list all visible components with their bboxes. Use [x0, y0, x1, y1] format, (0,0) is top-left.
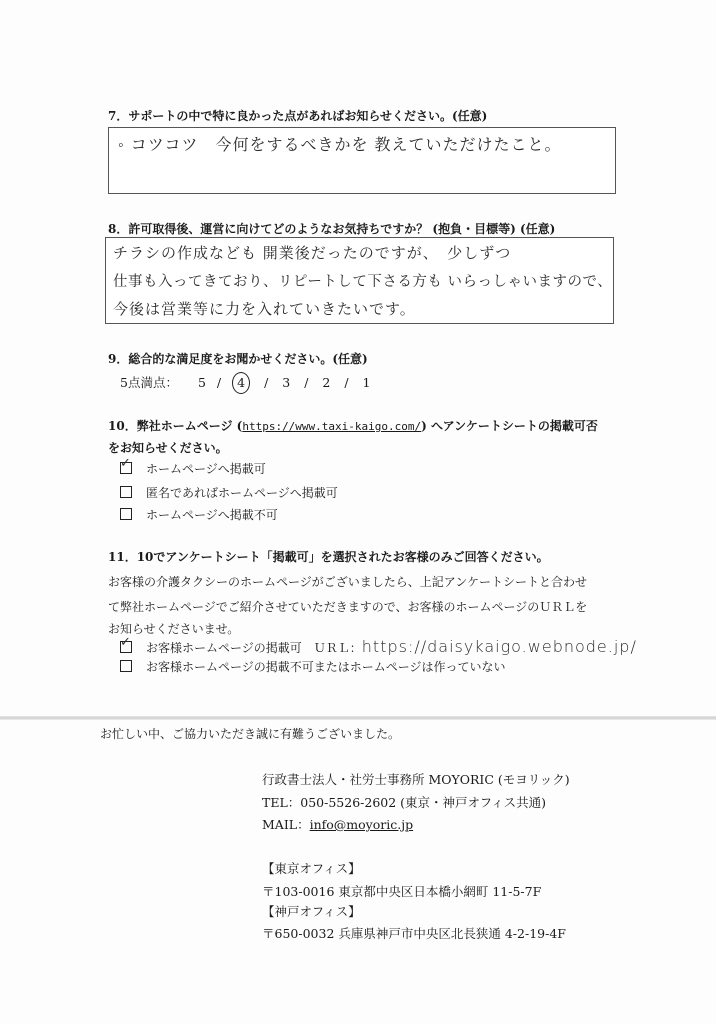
kobe-office-address: 〒650-0032 兵庫県神戸市中央区北長狭通 4-2-19-4F: [262, 926, 566, 941]
closing-message: お忙しい中、ご協力いただき誠に有難うございました。: [100, 727, 401, 741]
contact-mail: [262, 815, 413, 833]
handwritten-url: https://daisykaigo.webnode.jp/: [361, 637, 637, 656]
rating-5[interactable]: 5: [197, 375, 206, 390]
rating-3[interactable]: 3: [282, 375, 291, 390]
check-mark-icon: ✓: [120, 456, 131, 471]
mail-label: MAIL：: [262, 817, 310, 832]
option-label: お客様ホームページの掲載不可またはホームページは作っていない: [146, 660, 506, 674]
checkbox-checked[interactable]: [120, 635, 132, 653]
scale-label: 5点満点：: [120, 375, 178, 390]
contact-tel: TEL：050-5526-2602 (東京・神戸オフィス共通): [262, 795, 547, 810]
taxi-kaigo-link[interactable]: https://www.taxi-kaigo.com/: [242, 420, 422, 433]
q7-title: 7．サポートの中で特に良かった点があればお知らせください。(任意): [108, 109, 488, 123]
q10-option[interactable]: [120, 484, 338, 501]
option-label: お客様ホームページの掲載可 ＵＲＬ：: [146, 641, 362, 655]
q8-title: 8．許可取得後、運営に向けてどのようなお気持ちですか？ (抱負・目標等) (任意): [108, 222, 556, 236]
mail-link[interactable]: info@moyoric.jp: [309, 817, 414, 832]
q11-option[interactable]: [120, 658, 506, 675]
tokyo-office-address: 〒103-0016 東京都中央区日本橋小網町 11-5-7F: [262, 884, 542, 899]
option-label: 匿名であればホームページへ掲載可: [146, 486, 338, 500]
checkbox[interactable]: [120, 508, 132, 520]
q11-body-line: お知らせくださいませ。: [108, 622, 240, 636]
q10-title-suffix: ) へアンケートシートの掲載可否: [421, 419, 598, 433]
q10-option[interactable]: [120, 456, 266, 477]
checkbox[interactable]: [120, 660, 132, 672]
q11-body-line: て弊社ホームページでご紹介させていただきますので、お客様のホームページのＵＲＬを: [108, 600, 588, 614]
q9-rating-row: 5点満点： 5 / 4 / 3 / 2 / 1: [120, 372, 371, 394]
checkbox-checked[interactable]: [120, 456, 132, 474]
rating-1[interactable]: 1: [362, 375, 371, 390]
q8-answer-line: 仕事も入ってきており、リピートして下さる方も いらっしゃいますので、: [113, 274, 613, 290]
q11-title: 11．10でアンケートシート「掲載可」を選択されたお客様のみご回答ください。: [108, 550, 549, 564]
q7-answer: ◦ コツコツ 今何をするべきかを 教えていただけたこと。: [118, 135, 562, 154]
q10-title-prefix: 10．弊社ホームページ (: [108, 419, 243, 433]
company-name: 行政書士法人・社労士事務所 MOYORIC (モヨリック): [262, 772, 570, 787]
q10-title-line2: をお知らせください。: [108, 441, 228, 455]
q10-title: [108, 417, 598, 434]
rating-4-selected[interactable]: 4: [232, 372, 250, 394]
scan-seam-divider: [0, 716, 716, 720]
q11-option[interactable]: [120, 637, 637, 656]
q9-title: 9．総合的な満足度をお聞かせください。(任意): [108, 352, 368, 366]
q11-body-line: お客様の介護タクシーのホームページがございましたら、上記アンケートシートと合わせ: [108, 575, 588, 589]
q8-answer-line: チラシの作成なども 開業後だったのですが、 少しずつ: [113, 244, 512, 262]
option-label: ホームページへ掲載可: [146, 462, 266, 476]
kobe-office-heading: 【神戸オフィス】: [262, 904, 361, 919]
option-label: ホームページへ掲載不可: [146, 508, 278, 522]
check-mark-icon: ✓: [120, 635, 131, 650]
rating-2[interactable]: 2: [322, 375, 331, 390]
q8-answer-line: 今後は営業等に力を入れていきたいです。: [113, 300, 416, 318]
checkbox[interactable]: [120, 486, 132, 498]
q10-option[interactable]: [120, 506, 278, 523]
tokyo-office-heading: 【東京オフィス】: [262, 861, 361, 876]
